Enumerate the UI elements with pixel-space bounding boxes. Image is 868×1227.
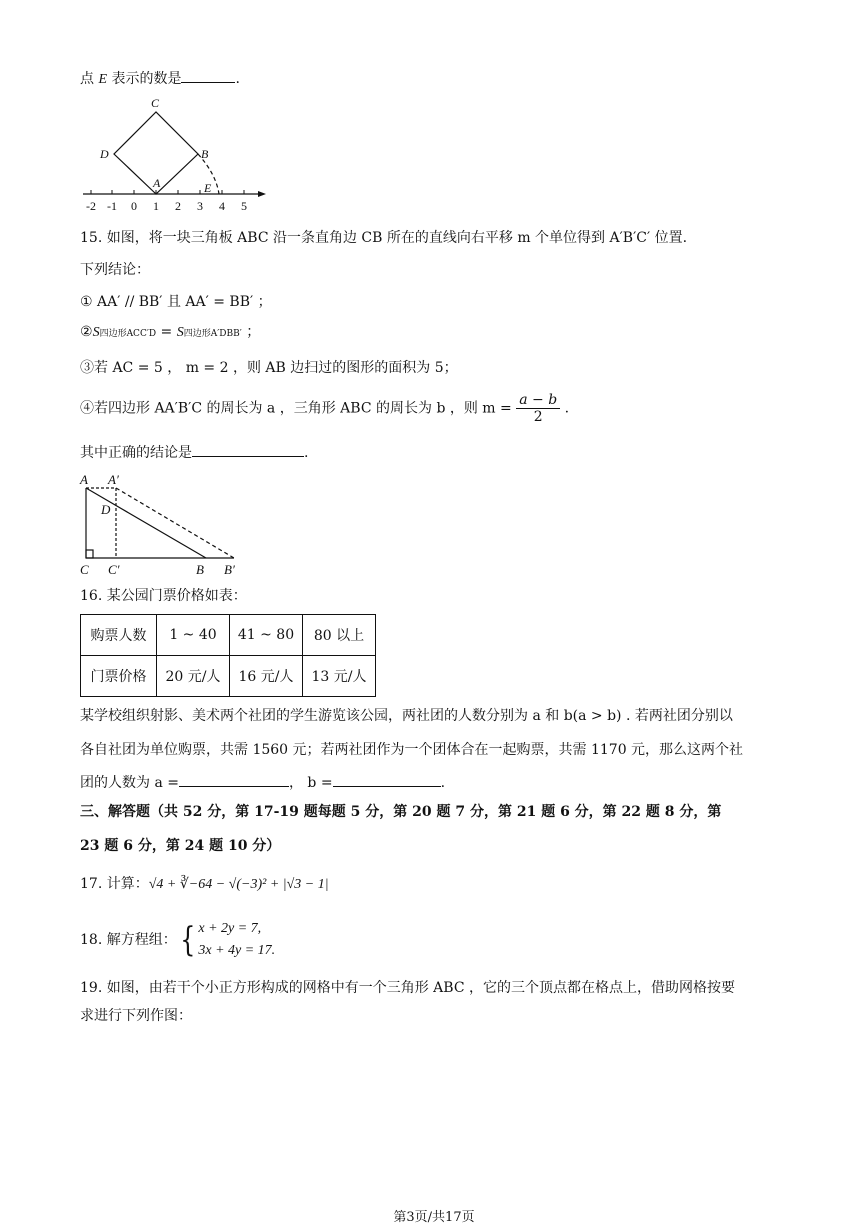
q14-answer-blank [181,68,235,83]
q14-label-A: A [153,176,161,190]
q15-label-C-prime: C′ [108,562,120,577]
q17: 17. 计算：√4 + ∛−64 − √(−3)² + |√3 − 1| [80,876,329,892]
q15-label-A-prime: A′ [108,472,119,487]
table-cell: 1 ~ 40 [157,615,230,656]
q15-intro: 下列结论： [80,262,150,278]
q14-label-C: C [151,96,160,110]
section-3-heading-cont: 23 题 6 分，第 24 题 10 分） [80,838,281,854]
table-cell: 80 以上 [303,615,376,656]
table-row [81,615,376,656]
q15-label-B: B [196,562,204,577]
tick-label: 4 [219,199,225,213]
q16-stem: 16. 某公园门票价格如表： [80,588,247,604]
q15-label-C: C [80,562,89,577]
q17-expression: √4 + ∛−64 − √(−3)² + |√3 − 1| [148,877,329,892]
q15-label-D: D [101,502,111,517]
page-footer: 第3页/共17页 [393,1210,475,1225]
q16-para-2: 各自社团为单位购票，共需 1560 元；若两社团作为一个团体合在一起购票，共需 1170 元，那么这两个社 [80,742,744,758]
q14-tail: 点 E 表示的数是 . [80,68,240,90]
q15-figure [76,470,246,580]
q15-stem: 15. 如图，将一块三角板 ABC 沿一条直角边 CB 所在的直线向右平移 m 个单位得到 A′B′C′ 位置. [80,230,688,246]
q16-para-3: 团的人数为 a = ， b = . [80,772,445,793]
table-cell: 41 ~ 80 [230,615,303,656]
tick-label: 3 [197,199,203,213]
section-3-heading: 三、解答题（共 52 分，第 17-19 题每题 5 分，第 20 题 7 分，第 21 题 6 分，第 22 题 8 分，第 [80,804,722,820]
q14-label-D: D [100,147,109,161]
q16-para-1: 某学校组织射影、美术两个社团的学生游览该公园，两社团的人数分别为 a 和 b(a > b) . 若两社团分别以 [80,708,733,724]
fraction: $\frac{a - b}{2}$ [516,392,560,425]
table-cell: 购票人数 [81,615,157,656]
q14-label-E: E [204,181,212,195]
q15-answer-blank [192,442,304,457]
q15-conclusion-2: ②S四边形ACC′D = S四边形A′DBB′ ； [80,324,261,340]
ticket-price-table [80,614,376,697]
table-row [81,656,376,697]
q14-label-B: B [201,147,209,161]
table-cell: 门票价格 [81,656,157,697]
tick-label: 1 [153,199,159,213]
q15-ask: 其中正确的结论是 . [80,442,308,463]
table-cell: 13 元/人 [303,656,376,697]
table-cell: 16 元/人 [230,656,303,697]
tick-label: -2 [86,199,96,213]
tick-label: 5 [241,199,247,213]
q15-label-B-prime: B′ [224,562,235,577]
q19-line-1: 19. 如图，由若干个小正方形构成的网格中有一个三角形 ABC ，它的三个顶点都在格点上，借助网格按要 [80,980,735,996]
table-cell: 20 元/人 [157,656,230,697]
q15-conclusion-4: ④若四边形 AA′B′C 的周长为 a ，三角形 ABC 的周长为 b ，则 m = $\frac{a - b}{2}$ . [80,392,570,425]
q15-conclusion-1: ① AA′ // BB′ 且 AA′ = BB′ ； [80,294,272,310]
q18: 18. 解方程组：{ x + 2y = 7, 3x + 4y = 17. [80,920,276,960]
q19-line-2: 求进行下列作图： [80,1008,192,1024]
q16-answer-b-blank [333,772,441,787]
tick-label: 0 [131,199,137,213]
q15-label-A: A [80,472,88,487]
tick-label: -1 [107,199,117,213]
q16-answer-a-blank [179,772,289,787]
q15-conclusion-3: ③若 AC = 5 ， m = 2 ，则 AB 边扫过的图形的面积为 5； [80,360,458,376]
q14-figure [80,94,280,214]
tick-label: 2 [175,199,181,213]
